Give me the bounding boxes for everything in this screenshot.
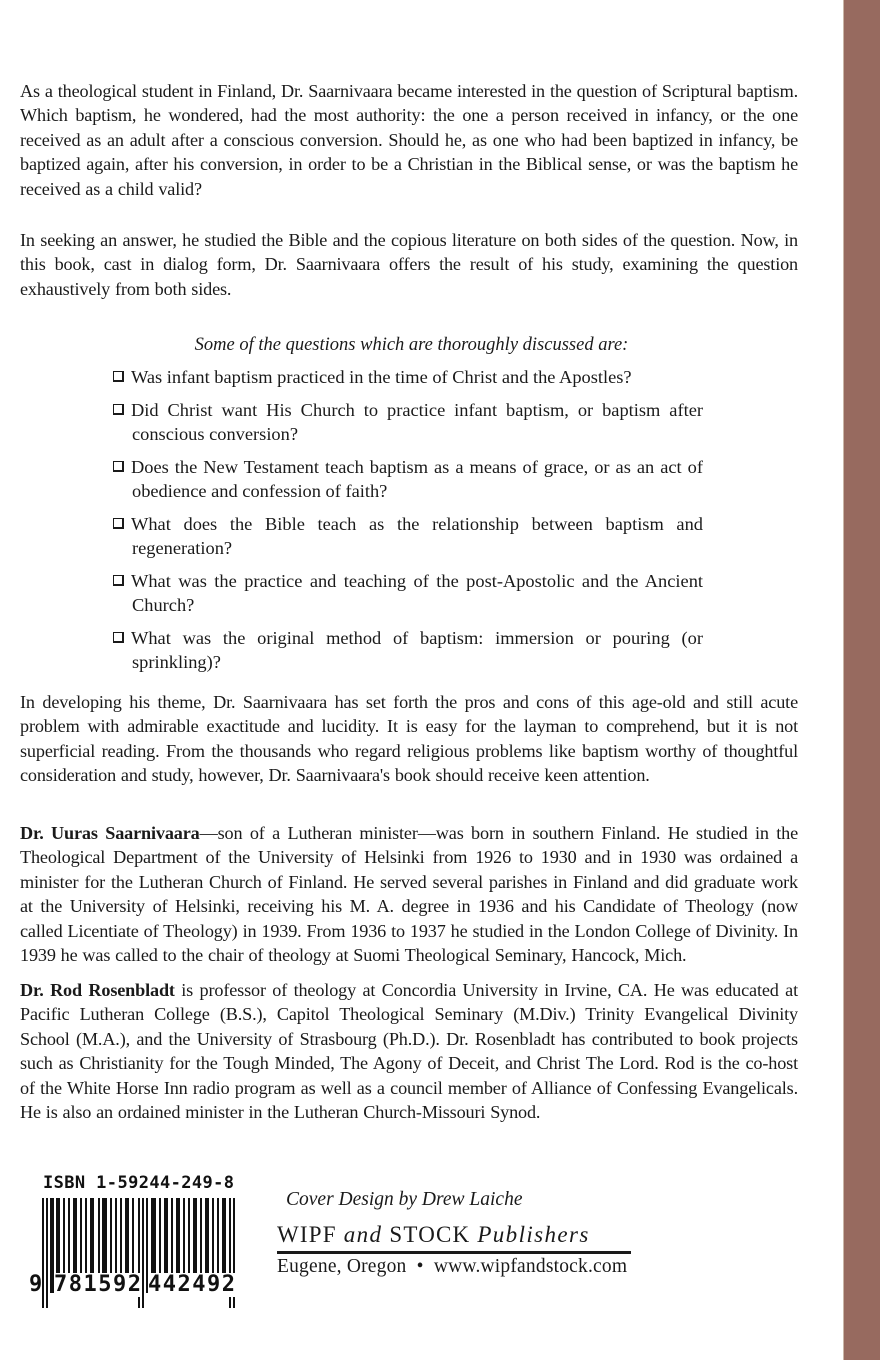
book-spine-edge [843, 0, 880, 1360]
question-item [112, 626, 703, 674]
checkbox-icon [113, 371, 124, 382]
questions-heading: Some of the questions which are thoroughly discussed are: [194, 335, 629, 355]
isbn-barcode-block [30, 1170, 245, 1310]
bullet-separator-icon: • [416, 1256, 424, 1277]
publisher-name-part: and [343, 1222, 383, 1247]
author-name: Dr. Uuras Saarnivaara [20, 823, 200, 843]
checkbox-icon [113, 461, 124, 472]
summary-text: In developing his theme, Dr. Saarnivaara has set forth the pros and cons of this age-old and still acute problem with admirable exactitude and lucidity. It is easy for the layman to comprehend, but it is not superficial reading. From the thousands who regard religious problems like baptism worthy of thoughtful consideration and study, however, Dr. Saarnivaara's book should receive keen attention. [20, 692, 798, 786]
publisher-location: Eugene, Oregon [277, 1256, 407, 1277]
barcode-lead-digit: 9 [29, 1272, 43, 1297]
publisher-website: www.wipfandstock.com [433, 1256, 628, 1277]
question-item [112, 512, 703, 560]
summary-paragraph [20, 690, 798, 788]
author-bio [20, 821, 798, 967]
barcode-digits-right: 442492 [148, 1272, 237, 1297]
checkbox-icon [113, 575, 124, 586]
checkbox-icon [113, 404, 124, 415]
author-bio-text: —son of a Lutheran minister—was born in southern Finland. He studied in the Theological Department of the University of Helsinki from 1926 to 1930 and in 1930 was ordained a minister for the Lutheran Church of Finland. He served several parishes in Finland and did graduate work at the University of Helsinki, receiving his M. A. degree in 1936 and his Candidate of Theology (now called Licentiate of Theology) in 1939. From 1936 to 1937 he studied in the London College of Divinity. In 1939 he was called to the chair of theology at Suomi Theological Seminary, Hancock, Mich. [20, 823, 798, 966]
foreword-author-name: Dr. Rod Rosenbladt [20, 980, 175, 1000]
intro-paragraph-1 [20, 79, 798, 201]
checkbox-icon [113, 518, 124, 529]
questions-list [112, 365, 703, 683]
question-text: Did Christ want His Church to practice infant baptism, or baptism after conscious conversion? [131, 400, 703, 444]
question-item [112, 455, 703, 503]
foreword-bio [20, 978, 798, 1124]
publisher-name-part: WIPF [277, 1222, 337, 1247]
barcode-digits-left: 781592 [54, 1272, 143, 1297]
question-text: What was the original method of baptism: immersion or pouring (or sprinkling)? [131, 628, 703, 672]
question-text: Does the New Testament teach baptism as a means of grace, or as an act of obedience and confession of faith? [131, 457, 703, 501]
question-item [112, 398, 703, 446]
question-item [112, 569, 703, 617]
publisher-location-line [277, 1256, 627, 1278]
checkbox-icon [113, 632, 124, 643]
question-text: What does the Bible teach as the relationship between baptism and regeneration? [131, 514, 703, 558]
intro-paragraph-1-text: As a theological student in Finland, Dr. Saarnivaara became interested in the question of Scriptural baptism. Which baptism, he wondered, had the most authority: the one a person received in infancy, or the one received as an adult after a conscious conversion. Should he, as one who had been baptized in infancy, be baptized again, after his conversion, in order to be a Christian in the Biblical sense, or was the baptism he received as a child valid? [20, 81, 798, 199]
question-text: What was the practice and teaching of the post-Apostolic and the Ancient Church? [131, 571, 703, 615]
publisher-name-part: Publishers [477, 1222, 590, 1247]
publisher-name-part: STOCK [389, 1222, 471, 1247]
publisher-name [277, 1221, 631, 1254]
intro-paragraph-2-text: In seeking an answer, he studied the Bible and the copious literature on both sides of the question. Now, in this book, cast in dialog form, Dr. Saarnivaara offers the result of his study, examining the question exhaustively from both sides. [20, 230, 798, 299]
cover-design-credit: Cover Design by Drew Laiche [286, 1189, 523, 1210]
isbn-label: ISBN 1-59244-249-8 [43, 1173, 235, 1193]
question-text: Was infant baptism practiced in the time of Christ and the Apostles? [131, 367, 632, 387]
question-item [112, 365, 703, 389]
intro-paragraph-2 [20, 228, 798, 301]
foreword-bio-text: is professor of theology at Concordia University in Irvine, CA. He was educated at Pacific Lutheran College (B.S.), Capitol Theological Seminary (M.Div.) Trinity Evangelical Divinity School (M.A.), and the University of Strasbourg (Ph.D.). Dr. Rosenbladt has contributed to book projects such as Christianity for the Tough Minded, The Agony of Deceit, and Christ The Lord. Rod is the co-host of the White Horse Inn radio program as well as a council member of Alliance of Confessing Evangelicals. He is also an ordained minister in the Lutheran Church-Missouri Synod. [20, 980, 799, 1123]
